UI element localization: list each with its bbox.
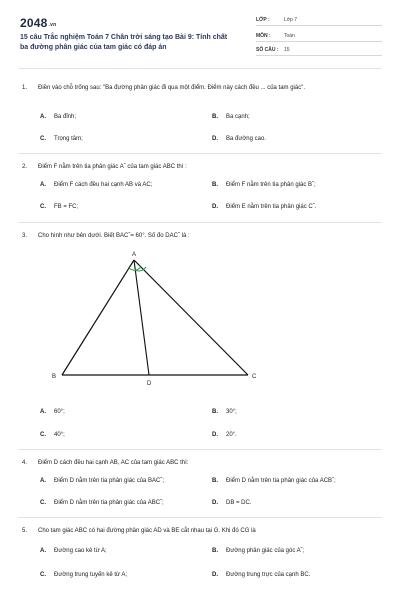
option-d[interactable] bbox=[212, 203, 316, 212]
option-letter: C. bbox=[40, 500, 46, 506]
option-letter: C. bbox=[40, 432, 46, 438]
site-logo[interactable] bbox=[20, 16, 56, 30]
option-letter: B. bbox=[212, 114, 218, 120]
question-text: Điểm D cách đều hai cạnh AB, AC của tam giác ABC thì: bbox=[38, 460, 189, 466]
option-letter: B. bbox=[212, 182, 218, 188]
option-d[interactable] bbox=[212, 571, 310, 580]
question-text: Điểm F nằm trên tia phân giác Aˆ của tam giác ABC thì : bbox=[38, 164, 187, 170]
option-letter: B. bbox=[212, 478, 218, 484]
option-d[interactable] bbox=[212, 499, 252, 508]
header-divider bbox=[18, 68, 382, 69]
question-divider bbox=[18, 517, 382, 518]
option-b[interactable] bbox=[212, 181, 316, 190]
meta-key: MÔN : bbox=[256, 33, 271, 39]
option-c[interactable] bbox=[40, 203, 78, 212]
question-number: 1. bbox=[22, 85, 28, 91]
triangle-figure bbox=[40, 248, 280, 388]
option-a[interactable] bbox=[40, 181, 152, 190]
option-text: 20°. bbox=[226, 432, 237, 438]
option-letter: A. bbox=[40, 114, 46, 120]
option-a[interactable] bbox=[40, 408, 65, 417]
option-text: Ba cạnh; bbox=[226, 114, 250, 120]
option-text: 40°; bbox=[54, 432, 65, 438]
meta-value: Toán bbox=[284, 33, 295, 39]
option-letter: D. bbox=[212, 500, 218, 506]
document-title: 15 câu Trắc nghiệm Toán 7 Chân trời sáng tạo Bài 9: Tính chất ba đường phân giác của tam giác có đáp án bbox=[20, 34, 228, 51]
option-text: Ba đỉnh; bbox=[54, 114, 77, 120]
option-text: DB = DC. bbox=[226, 500, 252, 506]
bisector-ad bbox=[134, 260, 149, 375]
option-text: Điểm D nằm trên tia phân giác của ACBˆ; bbox=[226, 478, 336, 484]
vertex-label-a: A bbox=[131, 252, 137, 258]
option-letter: D. bbox=[212, 432, 218, 438]
question-number: 5. bbox=[22, 528, 28, 534]
question-number: 4. bbox=[22, 460, 28, 466]
option-letter: B. bbox=[212, 548, 218, 554]
question-text: Điền vào chỗ trống sau: "Ba đường phân giác đi qua một điểm. Điểm này cách đều ... của tam giác". bbox=[38, 85, 306, 91]
option-text: Đường phân giác của góc Aˆ; bbox=[226, 548, 305, 554]
option-letter: A. bbox=[40, 409, 46, 415]
meta-row-subject bbox=[256, 30, 382, 42]
meta-row-class bbox=[256, 14, 382, 26]
option-letter: C. bbox=[40, 572, 46, 578]
logo-suffix: .vn bbox=[48, 22, 57, 28]
option-letter: B. bbox=[212, 409, 218, 415]
triangle-diagram bbox=[40, 248, 280, 388]
meta-value: Lớp 7 bbox=[284, 17, 298, 23]
option-text: 60°; bbox=[54, 409, 65, 415]
question-number: 2. bbox=[22, 164, 28, 170]
option-letter: A. bbox=[40, 182, 46, 188]
option-letter: A. bbox=[40, 548, 46, 554]
page-header bbox=[0, 0, 400, 70]
option-letter: D. bbox=[212, 572, 218, 578]
option-text: Điểm F cách đều hai cạnh AB và AC; bbox=[54, 182, 153, 188]
option-c[interactable] bbox=[40, 571, 127, 580]
option-b[interactable] bbox=[212, 547, 304, 556]
option-c[interactable] bbox=[40, 499, 164, 508]
option-c[interactable] bbox=[40, 431, 65, 440]
option-text: Đường cao kẻ từ A; bbox=[54, 548, 107, 554]
side-ac bbox=[134, 260, 248, 375]
option-b[interactable] bbox=[212, 477, 336, 486]
option-letter: C. bbox=[40, 136, 46, 142]
option-letter: D. bbox=[212, 204, 218, 210]
option-a[interactable] bbox=[40, 547, 107, 556]
question-divider bbox=[18, 449, 382, 450]
question-number: 3. bbox=[22, 233, 28, 239]
option-letter: C. bbox=[40, 204, 46, 210]
option-text: Đường trung trực của cạnh BC. bbox=[226, 572, 311, 578]
option-a[interactable] bbox=[40, 113, 76, 122]
vertex-label-d: D bbox=[147, 381, 152, 387]
question-divider bbox=[18, 222, 382, 223]
vertex-label-c: C bbox=[252, 374, 257, 380]
question-text: Cho hình như bên dưới. Biết BACˆ= 60°. Số đo DACˆ là : bbox=[38, 233, 190, 239]
option-a[interactable] bbox=[40, 477, 164, 486]
option-text: FB = FC; bbox=[54, 204, 79, 210]
option-letter: D. bbox=[212, 136, 218, 142]
option-d[interactable] bbox=[212, 431, 237, 440]
option-b[interactable] bbox=[212, 113, 250, 122]
option-text: Điểm D nằm trên tia phân giác của ABCˆ; bbox=[54, 500, 164, 506]
option-text: Điểm E nằm trên tia phân giác Cˆ. bbox=[226, 204, 317, 210]
option-text: Điểm D nằm trên tia phân giác của BACˆ; bbox=[54, 478, 165, 484]
meta-key: SỐ CÂU : bbox=[256, 47, 279, 53]
option-d[interactable] bbox=[212, 135, 266, 144]
meta-value: 15 bbox=[284, 47, 290, 53]
option-c[interactable] bbox=[40, 135, 83, 144]
option-text: Ba đường cao. bbox=[226, 136, 266, 142]
question-divider bbox=[18, 153, 382, 154]
side-ab bbox=[62, 260, 134, 375]
option-letter: A. bbox=[40, 478, 46, 484]
vertex-label-b: B bbox=[52, 374, 57, 380]
logo-text: 2048 bbox=[20, 16, 48, 30]
option-text: 30°; bbox=[226, 409, 237, 415]
option-text: Điểm F nằm trên tia phân giác Bˆ; bbox=[226, 182, 316, 188]
option-text: Trọng tâm; bbox=[54, 136, 83, 142]
option-text: Đường trung tuyến kẻ từ A; bbox=[54, 572, 128, 578]
question-text: Cho tam giác ABC có hai đường phân giác AD và BE cắt nhau tại G. Khi đó CG là bbox=[38, 528, 256, 534]
meta-key: LỚP : bbox=[256, 17, 270, 23]
option-b[interactable] bbox=[212, 408, 237, 417]
meta-row-count bbox=[256, 44, 382, 56]
